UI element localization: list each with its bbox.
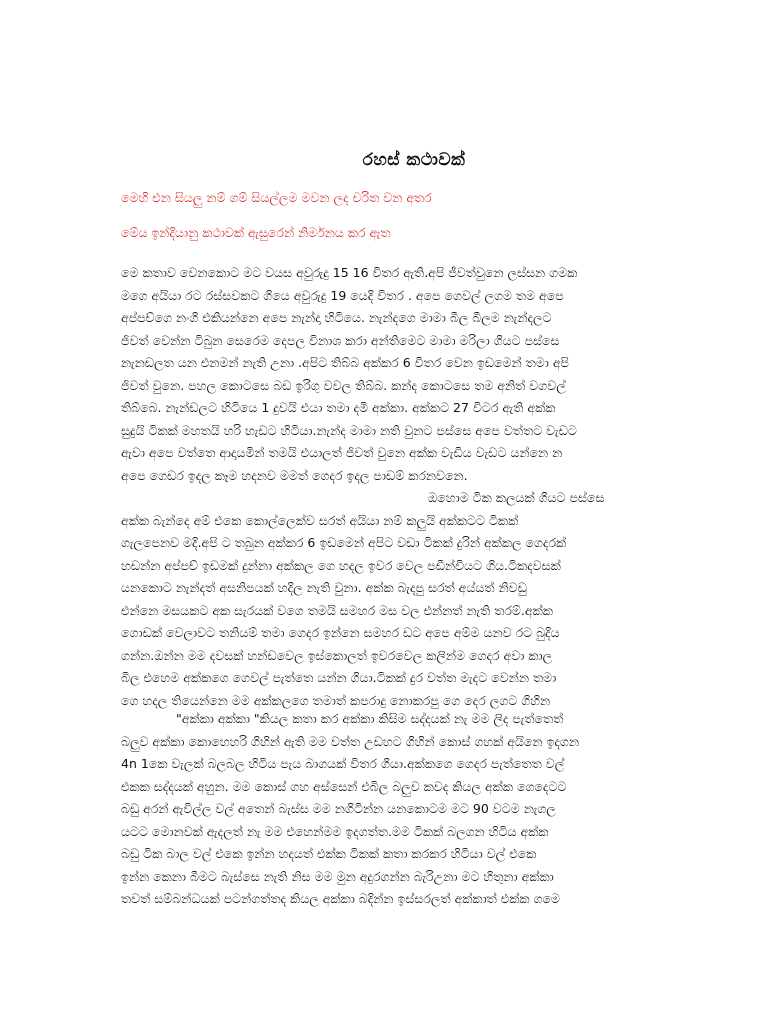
text-line: ඉන්න කෙනා බීමට බැස්සෙ නැති නිස මම මුන අදුරගන්න බැරිඋනා මට හිතුනා අක්කා — [121, 868, 554, 884]
text-line: හඩන්න අප්පච් ඉඩමක් දුන්නා අක්කල ගෙ හදල ඉවර වෙල පඩීන්වියට ගිය.ටිකදවසක් — [121, 557, 561, 573]
text-line: මෙ කතාව වෙනකොට මට වයස අවුරුදු 15 16 විතර ඇති.අපි ජීවත්වුනෙ ලස්සන ගමක — [121, 265, 578, 280]
text-line: ජිවත් වෙන්න ටිබුන සෙරෙම දෙපල විනාශ කරා අන්තිමෙට මාමා මරිලා ගියට පස්සෙ — [121, 332, 560, 348]
text-line: තිබ්බෙ. නැන්ඩලට හිටියෙ 1 දුවයි එයා තමා දමි අක්කා. අක්කට 27 විටර ඇති අක්ක — [121, 400, 556, 415]
text-line: ගොඩක් වෙලාවට තනියම් තමා ගෙදර ඉන්නෙ සමහර ඩට අපෙ අම්ම යනව රට බුදිය — [121, 625, 560, 640]
text-line: අක්ක බැන්දෙ අම් එකෙ කොල්ලෙක්ව සරත් අයියා නම් කලුයි අක්කටට ටිකක් — [121, 512, 519, 528]
text-line: යටට මොනවක් ඇදලත් නැ මම එහෙන්මම ඉදගත්ත.මම ටිකක් බලගන හිටිය අක්ක — [121, 823, 549, 839]
text-line: බිල එහෙම අක්කගෙ ගෙවල් පැත්තෙ යන්න ගියා.ටිකක් දුර වත්ත මැදට වෙන්න තමා — [121, 670, 557, 685]
paragraph-3 — [121, 708, 661, 911]
text-line: 4n 1කෙ වැලක් බලබල හිටිය පැය බාගයක් විතර ගියා.අක්කගෙ ගෙදර පැත්තෙත වල් — [121, 756, 565, 771]
text-line: එකක සද්දයක් අහුන. මම කොස් ගහ අස්සෙන් එබිල බලුව කවද කියල අක්ක ගෙදෙටට — [121, 778, 567, 794]
title-text: රහස් කථාවක් — [362, 150, 466, 170]
text-line: නැනඩලත යන එනමන් නැති උනා .අපිට තිබ්බ අක්කර 6 විතර වෙන ඉඩමෙන් තමා අපි — [121, 355, 570, 370]
document-title — [0, 150, 768, 170]
notice-line-1: මෙහි එන සියලු නම් ගම් සියල්ලම මවන ලද චරිත වන අතර — [121, 190, 432, 205]
text-line: ගෙ හදල තියෙන්නෙ මම අක්කලගෙ තමාත් කපරාදු නොකරපු ගෙ දෙර ලගට ගිහින — [121, 692, 551, 708]
text-line: අප්පච්ගෙ නංගි එකියන්නෙ අපෙ නැන්දා හිටියෙ. නැන්දගෙ මාමා බීල බීලම නැන්දලට — [121, 310, 552, 325]
text-line: "අක්කා අක්කා "කියල කතා කර අක්කා කිසිම සද්දයක් නැ මම ලිද පැත්තෙත් — [176, 711, 564, 726]
text-line: එන්නෙ මසයකට අක සැරයක් වගෙ තමයි සමහර මස වල එන්නත් නැති තරම්.අක්ක — [121, 602, 553, 618]
text-line: තවත් සම්බන්ධයක් පටන්ගත්තද කියල අක්කා බදින්න ඉස්සරලත් අක්කාත් එක්ක ගමෙ — [121, 891, 560, 906]
text-line: ඇවා අපෙ වත්තෙ ආදායමින් තමයි එයාලත් ජිවත් වුනෙ අක්ක වැඩිය වැඩට යන්නෙ න — [121, 445, 563, 460]
text-line: අපෙ ගෙඩර ඉදල කෑම හදනව මමත් ගෙදර ඉදල පාඩම් කරනවනෙ. — [121, 467, 468, 483]
text-line: ඔහොම ටික කලයක් ගියට පස්සෙ — [428, 490, 605, 505]
paragraph-2 — [121, 487, 661, 712]
text-line: බඩු අරන් ඇවිල්ල වල් අතෙන් බැස්ස මම නගිටින්න යනකොටම මට 90 වටම නැගල — [121, 801, 556, 816]
text-line: ගැලපෙනව මදි.අපි ට තබුන අක්කර 6 ඉඩමෙන් අපිට වඩා ටිකක් දුරින් අක්කල ගෙදරක් — [121, 535, 567, 550]
paragraph-1 — [121, 262, 661, 487]
text-line: මගෙ අයියා රට රස්සවකට ගියෙ අවුරුදු 19 යෙදි විතර . අපෙ ගෙවල් ලගම තම අපෙ — [121, 287, 564, 303]
text-line: යනකොට නැන්දත් අසනිපයක් හදිල නැති වුනා. අක්ක බැදපු සරත් අය්යත් නිවඩු — [121, 580, 527, 595]
text-line: සුදුයි ටිකක් මහතයි හරි හැඩට හිටියා.නැන්ද මාමා නති වුනට පස්සෙ අපෙ වත්තට වැඩට — [121, 422, 577, 438]
text-line: ගන්න.ඔන්න මම දවසක් හන්ඩවෙල ඉස්කොලත් ඉවරවෙල කලින්ම ගෙදර අවා කාල — [121, 647, 553, 663]
text-line: බඩු ටික බාල වල් එකෙ ඉන්න හදයත් එක්ක ටිකක් කතා කරකර හිටියා වල් එකෙ — [121, 846, 537, 861]
text-line: ජිවත් වුනෙ. පහල කොටසෙ බඩ ඉරිගු වවල තිබ්බ. කන්ද කොටසෙ තම අනිත් වගවල් — [121, 377, 566, 393]
notice-line-2: මේය ඉන්දියානු කථාවක් ඇසුරෙන් නිර්මනය කර ඇත — [121, 225, 391, 240]
text-line: බලුව අක්කා කොහෙහරි ගිහින් ඇති මම වත්ත උඩහට ගිහින් කොස් ගහක් අයිනෙ ඉදගන — [121, 733, 580, 749]
